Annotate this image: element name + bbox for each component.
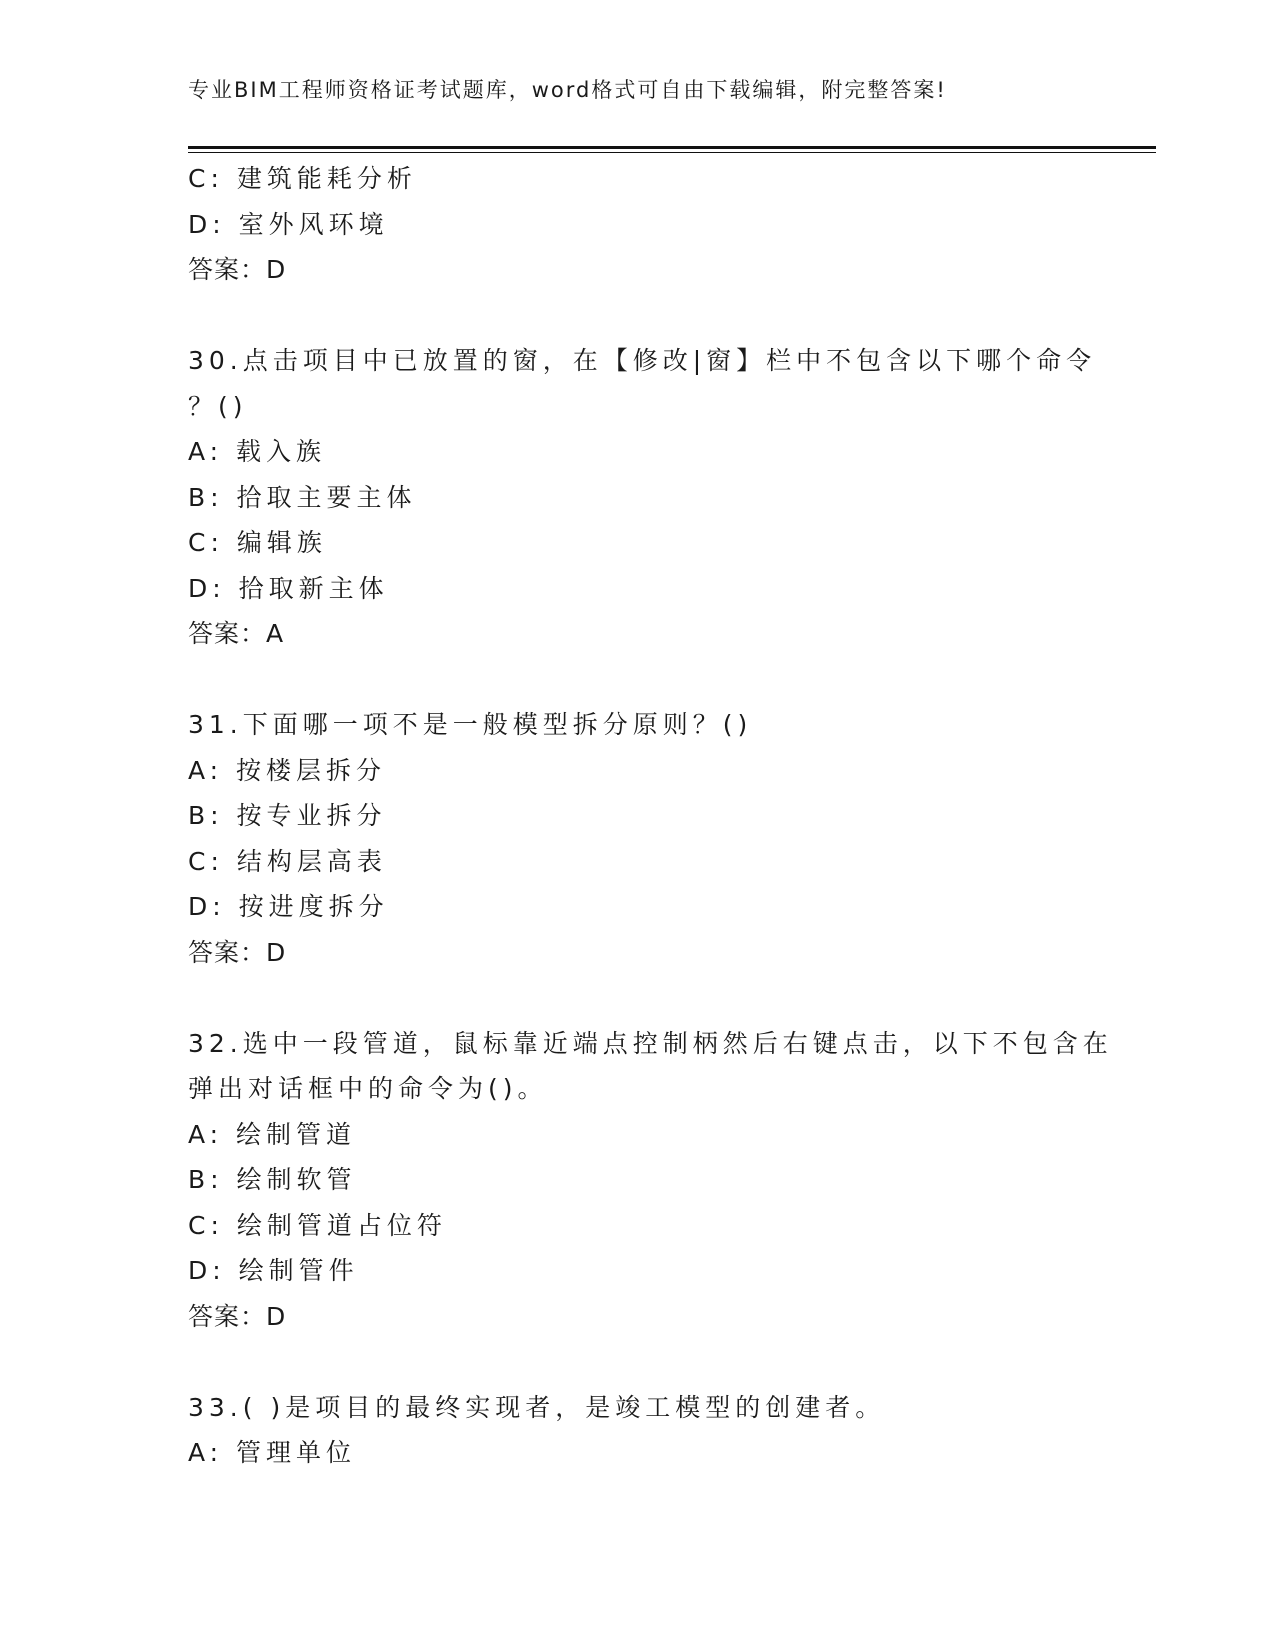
header-rule-thick [188, 146, 1156, 149]
option-a: A: 管理单位 [188, 1438, 357, 1467]
spacer [188, 293, 1088, 339]
question-block-30 [188, 338, 1097, 657]
question-block-32 [188, 1021, 1113, 1340]
option-c: C: 编辑族 [188, 528, 327, 557]
question-text-continued: ？() [188, 391, 248, 421]
option-c: C: 结构层高表 [188, 846, 387, 876]
option-a: A: 载入族 [188, 437, 327, 466]
question-text-continued: 弹出对话框中的命令为()。 [188, 1074, 548, 1103]
question-block-prev [188, 156, 1088, 293]
question-text: 31.下面哪一项不是一般模型拆分原则？() [188, 710, 753, 739]
question-block-31 [188, 702, 1088, 975]
option-b: B: 绘制软管 [188, 1165, 357, 1194]
option-d: D: 绘制管件 [188, 1256, 359, 1285]
option-d: D: 室外风环境 [188, 209, 389, 239]
page-header: 专业BIM工程师资格证考试题库，word格式可自由下载编辑，附完整答案! [188, 78, 947, 102]
answer-line: 答案：A [188, 619, 285, 648]
option-b: B: 拾取主要主体 [188, 482, 417, 512]
document-body [188, 156, 1113, 1476]
spacer [188, 975, 1088, 1021]
option-d: D: 拾取新主体 [188, 573, 389, 603]
header-rule-thin [188, 152, 1156, 153]
option-c: C: 绘制管道占位符 [188, 1210, 447, 1240]
answer-line: 答案：D [188, 255, 287, 284]
option-c: C: 建筑能耗分析 [188, 164, 417, 193]
answer-line: 答案：D [188, 937, 287, 967]
answer-line: 答案：D [188, 1301, 287, 1331]
option-a: A: 绘制管道 [188, 1119, 357, 1149]
option-b: B: 按专业拆分 [188, 801, 387, 830]
question-block-33 [188, 1385, 1088, 1476]
spacer [188, 1339, 1088, 1385]
question-text: 33.( )是项目的最终实现者，是竣工模型的创建者。 [188, 1392, 886, 1422]
question-text: 32.选中一段管道，鼠标靠近端点控制柄然后右键点击，以下不包含在 [188, 1028, 1113, 1058]
question-text: 30.点击项目中已放置的窗，在【修改|窗】栏中不包含以下哪个命令 [188, 346, 1097, 375]
spacer [188, 657, 1088, 703]
option-d: D: 按进度拆分 [188, 892, 389, 921]
option-a: A: 按楼层拆分 [188, 755, 387, 785]
